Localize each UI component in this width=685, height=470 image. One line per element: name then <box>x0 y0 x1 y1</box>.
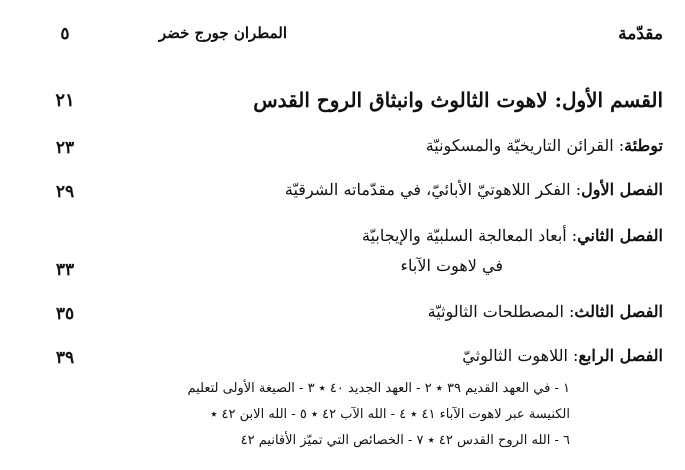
entry-author: المطران جورج خضر <box>158 24 287 42</box>
table-of-contents: مقدّمة المطران جورج خضر ٥ القسم الأول: لاهوت الثالوث وانبثاق الروح القدس ٢١ توطئة: القرائن التاريخيّة والمسكونيّة ٢٣ الفصل الأول: الفكر اللاهوتيّ الأبائيّ، في مقدّماته الشرقيّة ٢٩ الفصل الثاني: أبعاد المعالجة السلبيّة والإيجابيّة في لاهوت الآباء ٣٣ الفصل الثالث: المصطلحات الثالوثيّة ٣٥ الفصل الرابع: اللاهوت الثالوثيّ ٣٩ ١ - في العهد القديم ٣٩ ٭ ٢ - العهد الجديد ٤٠ ٭ ٣ - الصيغة الأولى لتعليم الكنيسة عبر لاهوت الآباء ٤١ ٭ ٤ - الله الآب ٤٢ ٭ ٥ - الله الابن ٤٢ ٭ ٦ - الله الروح القدس ٤٢ ٭ ٧ - الخصائص التي تميّز الأقانيم ٤٢ <box>0 0 685 470</box>
entry-label: الفصل الثاني <box>577 226 663 245</box>
page-number: ٢٩ <box>55 182 75 202</box>
section-title: القسم الأول: لاهوت الثالوث وانبثاق الروح القدس <box>253 88 663 112</box>
entry-text: القرائن التاريخيّة والمسكونيّة <box>425 136 614 155</box>
entry-text: الفكر اللاهوتيّ الأبائيّ، في مقدّماته الشرقيّة <box>284 180 571 199</box>
page-number: ٢٣ <box>55 138 75 158</box>
entry-label: الفصل الثالث <box>574 302 663 321</box>
entry-label: الفصل الأول <box>581 180 663 199</box>
page-number: ٣٩ <box>55 348 75 368</box>
entry-text-continued: في لاهوت الآباء <box>400 256 503 275</box>
page-number: ٣٣ <box>55 260 75 280</box>
entry-text: اللاهوت الثالوثيّ <box>462 346 568 365</box>
subitem-line: ١ - في العهد القديم ٣٩ ٭ ٢ - العهد الجديد ٤٠ ٭ ٣ - الصيغة الأولى لتعليم <box>187 381 570 396</box>
entry-label: الفصل الرابع <box>578 346 663 365</box>
entry-label: توطئة <box>624 136 663 155</box>
subitem-line: الكنيسة عبر لاهوت الآباء ٤١ ٭ ٤ - الله الآب ٤٢ ٭ ٥ - الله الابن ٤٢ ٭ <box>210 407 570 422</box>
entry-text: أبعاد المعالجة السلبيّة والإيجابيّة <box>361 226 567 245</box>
entry-title: مقدّمة <box>618 24 663 44</box>
page-number: ٢١ <box>55 90 75 111</box>
entry-text: المصطلحات الثالوثيّة <box>427 302 564 321</box>
page-number: ٣٥ <box>55 304 75 324</box>
page-number: ٥ <box>60 24 70 44</box>
subitem-line: ٦ - الله الروح القدس ٤٢ ٭ ٧ - الخصائص التي تميّز الأقانيم ٤٢ <box>240 433 570 448</box>
